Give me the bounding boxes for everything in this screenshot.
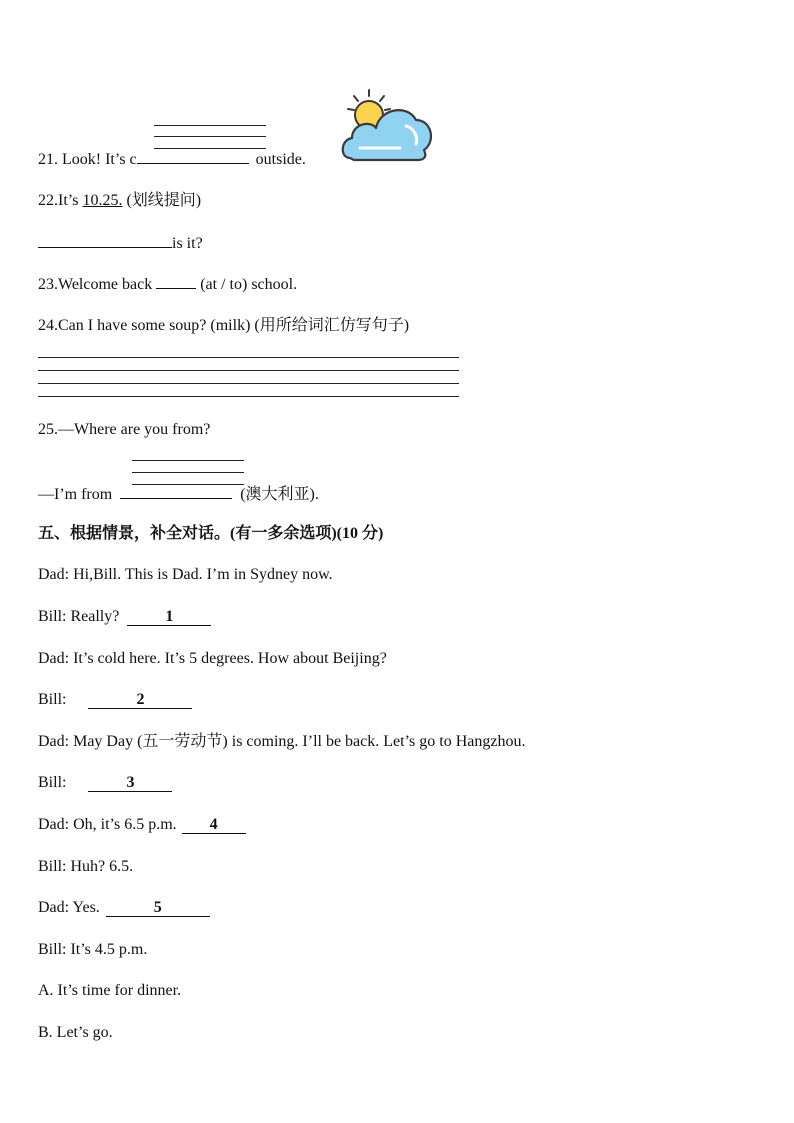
q21-writing-line-2[interactable] <box>154 136 266 137</box>
dialogue-blank-3[interactable]: 3 <box>88 775 172 792</box>
dialogue-line-9-text: Dad: Yes. <box>38 899 100 916</box>
dialogue-line-3-text: Dad: It’s cold here. It’s 5 degrees. How about Beijing? <box>38 650 387 667</box>
question-21 <box>38 149 306 170</box>
dialogue-line-4 <box>38 690 192 710</box>
dialogue-blank-1[interactable]: 1 <box>127 609 211 626</box>
dialogue-line-10-text: Bill: It’s 4.5 p.m. <box>38 941 148 958</box>
q23-answer-blank[interactable] <box>156 274 196 289</box>
q22-prefix: 22.It’s <box>38 192 83 209</box>
dialogue-line-2 <box>38 607 211 627</box>
dialogue-line-1-text: Dad: Hi,Bill. This is Dad. I’m in Sydney now. <box>38 566 333 583</box>
q24-text: 24.Can I have some soup? (milk) (用所给词汇仿写句子) <box>38 317 410 334</box>
option-b: B. Let’s go. <box>38 1024 113 1041</box>
q21-number: 21 <box>38 151 54 168</box>
q25-writing-line-1[interactable] <box>132 460 244 461</box>
question-25-answer <box>38 484 319 505</box>
q23-prefix: 23.Welcome back <box>38 276 157 293</box>
dialogue-line-7-text: Dad: Oh, it’s 6.5 p.m. <box>38 816 177 833</box>
q21-text-after: outside. <box>255 151 306 168</box>
dialogue-line-5 <box>38 732 525 752</box>
q24-writing-line-1[interactable] <box>38 357 459 358</box>
q24-writing-line-3[interactable] <box>38 383 459 384</box>
question-22 <box>38 191 201 211</box>
q25-hint: (澳大利亚). <box>240 486 319 503</box>
dialogue-line-4-text: Bill: <box>38 691 67 708</box>
q21-answer-blank[interactable] <box>137 149 249 164</box>
dialogue-line-10 <box>38 940 147 960</box>
dialogue-line-5-text: Dad: May Day (五一劳动节) is coming. I’ll be back. Let’s go to Hangzhou. <box>38 733 526 750</box>
q24-writing-line-2[interactable] <box>38 370 459 371</box>
dialogue-blank-2[interactable]: 2 <box>88 692 192 709</box>
q23-options: (at / to) school. <box>196 276 298 293</box>
dialogue-line-1 <box>38 565 333 585</box>
option-a: A. It’s time for dinner. <box>38 982 182 999</box>
section-5-title: 五、根据情景，补全对话。(有一多余选项)(10 分) <box>38 525 384 542</box>
q25-answer-prefix: —I’m from <box>38 486 113 503</box>
dialogue-blank-4[interactable]: 4 <box>182 817 246 834</box>
q25-writing-line-2[interactable] <box>132 472 244 473</box>
partly-cloudy-icon <box>340 86 434 164</box>
q25-answer-blank[interactable] <box>120 484 232 499</box>
q25-question: 25.—Where are you from? <box>38 421 211 438</box>
q22-answer-blank[interactable] <box>38 233 172 248</box>
dialogue-line-3 <box>38 649 387 669</box>
q22-answer-tail: is it? <box>172 235 203 252</box>
q22-underlined-part: 10.25. <box>82 192 123 209</box>
q21-writing-line-1[interactable] <box>154 125 266 126</box>
q24-writing-line-4[interactable] <box>38 396 459 397</box>
dialogue-line-2-text: Bill: Really? <box>38 608 120 625</box>
q22-hint: (划线提问) <box>122 192 202 209</box>
dialogue-line-8 <box>38 857 133 877</box>
dialogue-line-6-text: Bill: <box>38 774 67 791</box>
question-24 <box>38 316 409 336</box>
question-23 <box>38 274 297 295</box>
dialogue-line-9 <box>38 898 210 918</box>
dialogue-line-7 <box>38 815 246 835</box>
question-25 <box>38 420 210 440</box>
dialogue-line-8-text: Bill: Huh? 6.5. <box>38 858 134 875</box>
q21-text-before: . Look! It’s c <box>54 151 137 168</box>
question-22-answer <box>38 233 203 254</box>
dialogue-blank-5[interactable]: 5 <box>106 900 210 917</box>
dialogue-line-6 <box>38 773 172 793</box>
